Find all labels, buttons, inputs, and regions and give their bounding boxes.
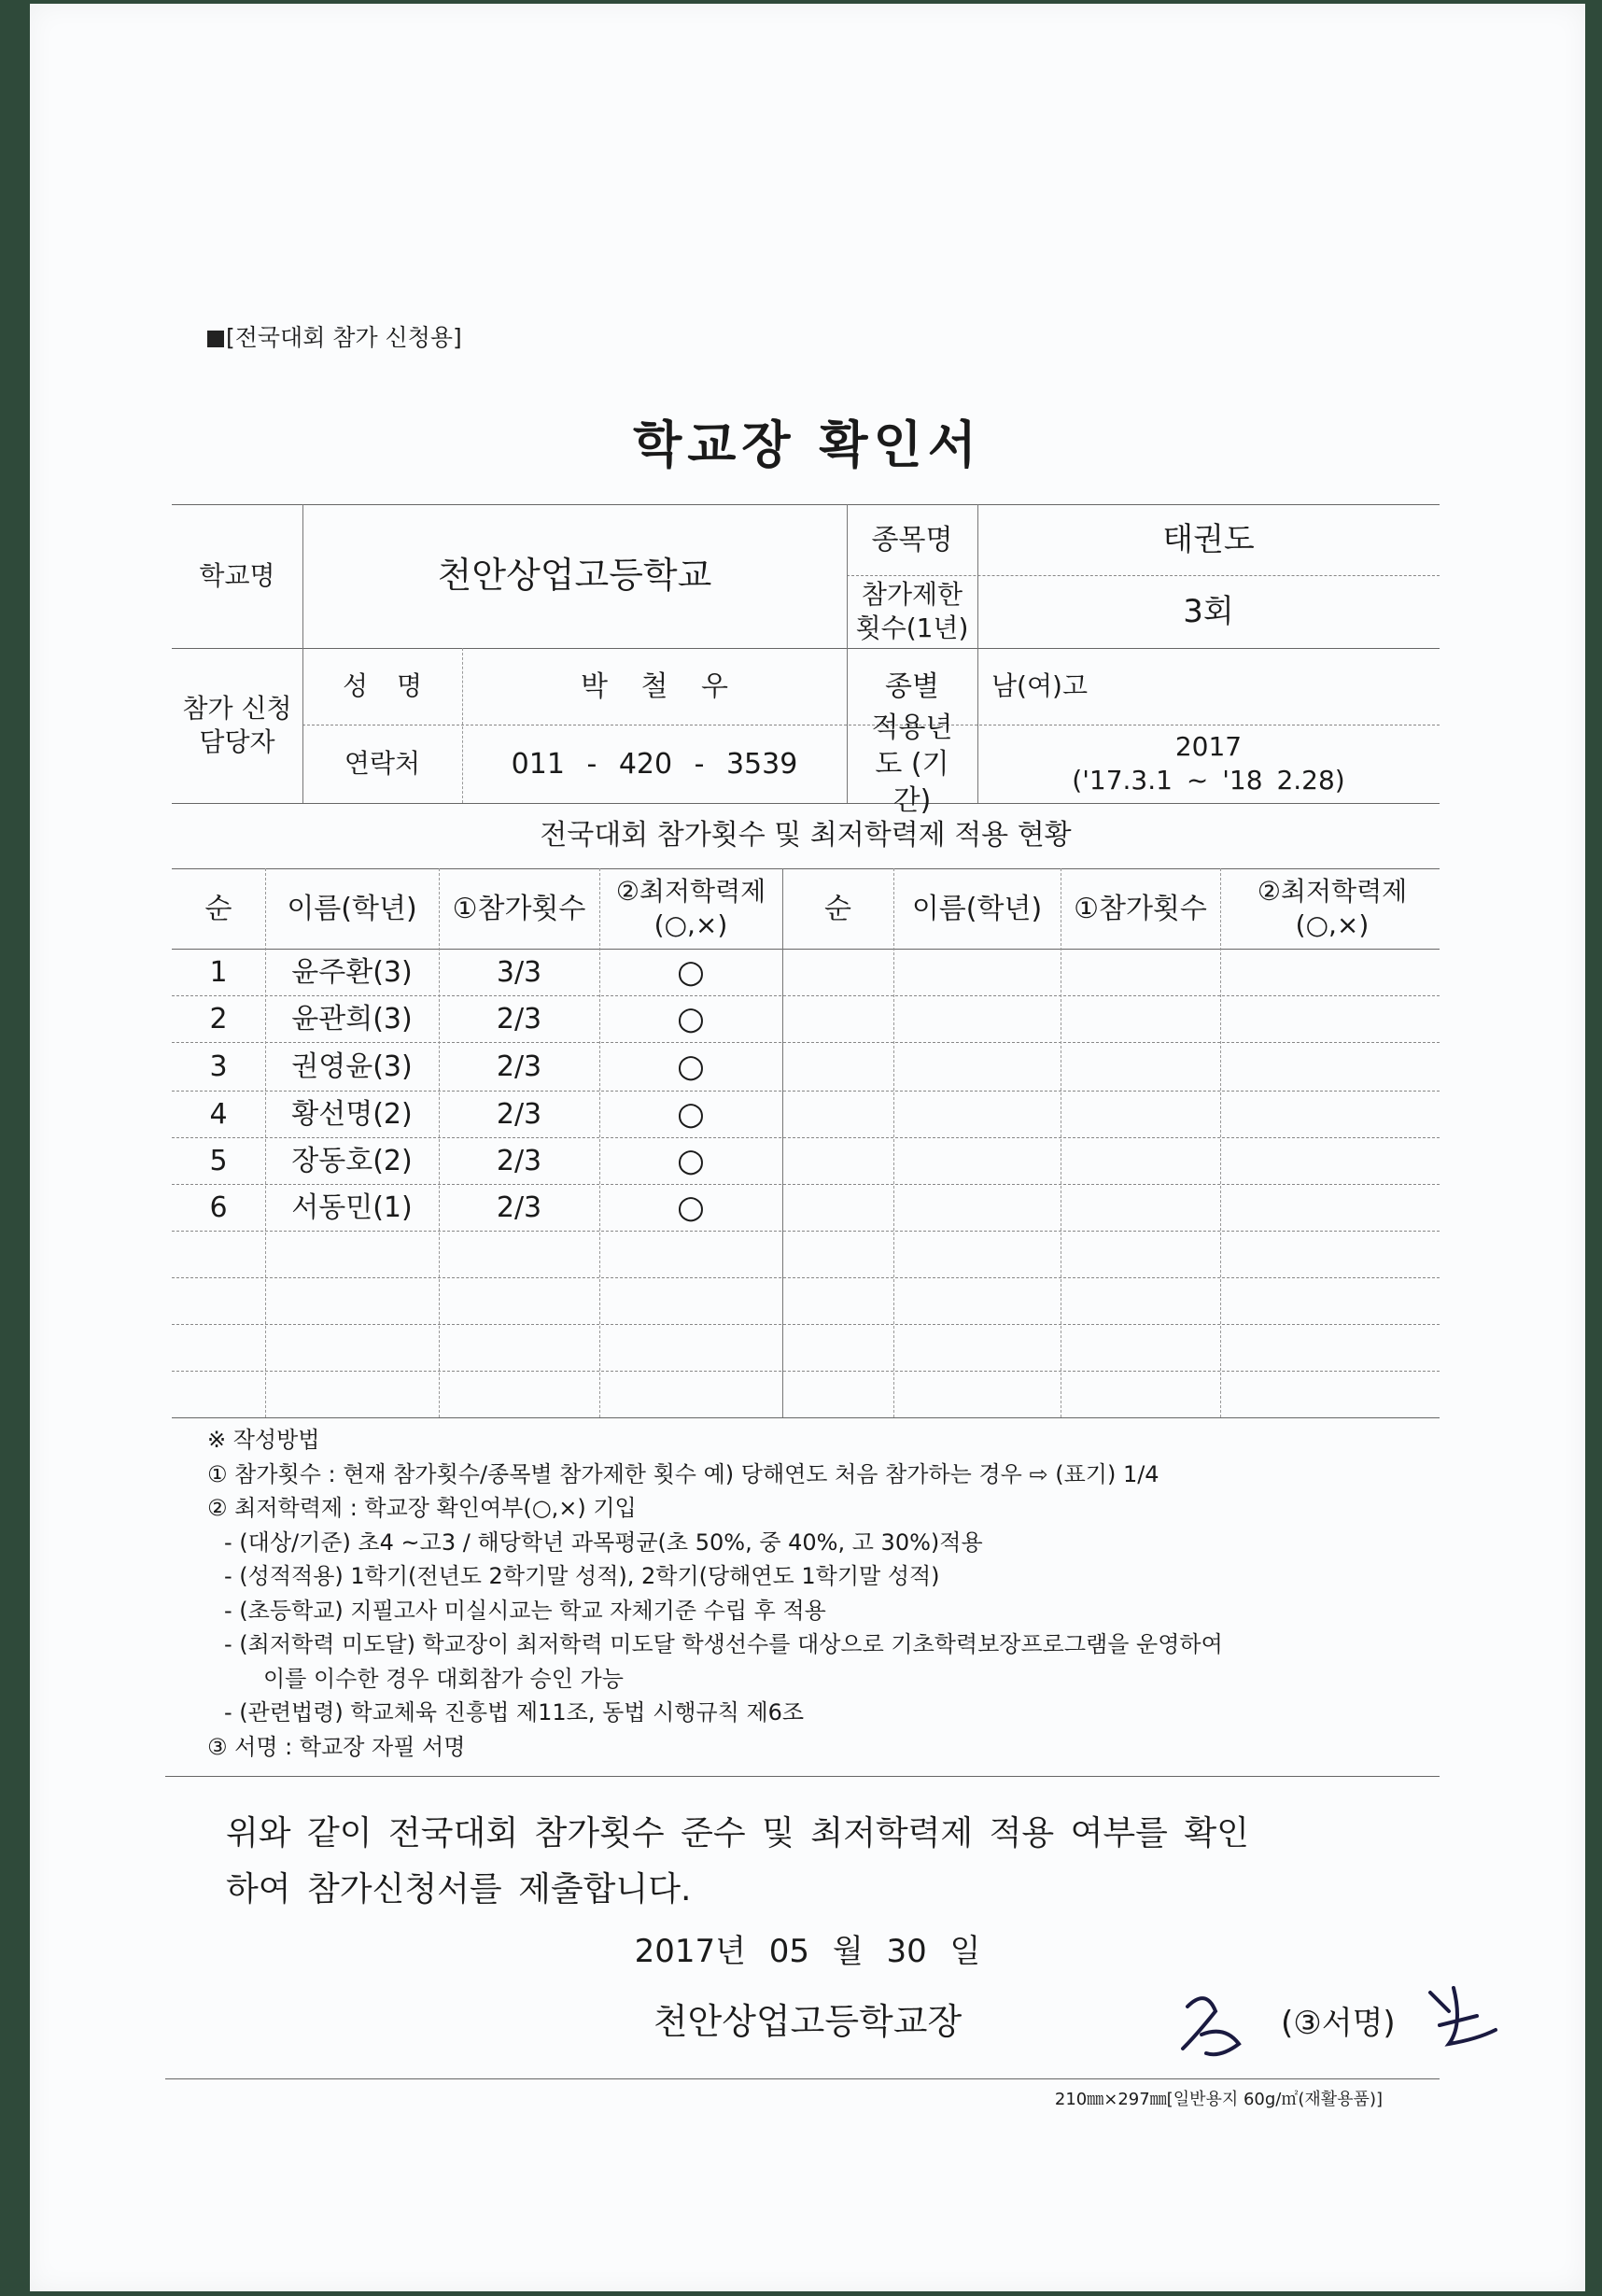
- note-item: ① 참가횟수 : 현재 참가횟수/종목별 참가제한 횟수 예) 당해연도 처음 참가하는 경우 ⇨ (표기) 1/4: [207, 1460, 1159, 1487]
- note-sub-item: - (관련법령) 학교체육 진흥법 제11조, 동법 시행규칙 제6조: [224, 1699, 805, 1726]
- instructions-heading: ※ 작성방법: [207, 1427, 320, 1453]
- row-count: 3/3: [496, 955, 542, 989]
- table-border: [172, 1231, 1440, 1232]
- row-count: 2/3: [496, 1049, 542, 1083]
- table-border: [893, 868, 894, 1417]
- form-type-tag: [전국대회 참가 신청용]: [207, 319, 462, 353]
- paper-spec: 210㎜×297㎜[일반용지 60g/㎡(재활용품)]: [1054, 2090, 1383, 2109]
- limit-value: 3회: [1183, 592, 1234, 630]
- row-count: 2/3: [496, 1097, 542, 1131]
- col-header-name-2: 이름(학년): [911, 892, 1043, 925]
- table-border: [172, 1371, 1440, 1372]
- year-value: 2017: [1174, 730, 1243, 762]
- row-name: 장동호(2): [291, 1144, 413, 1177]
- table-border: [172, 1324, 1440, 1325]
- col-header-count: ①참가횟수: [452, 892, 586, 925]
- signer-title: 천안상업고등학교장: [653, 2001, 963, 2042]
- row-name: 윤주환(3): [291, 955, 413, 989]
- row-name: 황선명(2): [291, 1097, 413, 1131]
- note-sub-item-continued: 이를 이수한 경우 대회참가 승인 가능: [263, 1665, 624, 1692]
- event-value: 태권도: [1162, 520, 1255, 558]
- year-value-cell: [977, 725, 1440, 803]
- note-sub-item: - (최저학력 미도달) 학교장이 최저학력 미도달 학생선수를 대상으로 기초학력보장프로그램을 운영하여: [224, 1631, 1223, 1657]
- row-count: 2/3: [496, 1002, 542, 1035]
- note-sub-item: - (성적적용) 1학기(전년도 2학기말 성적), 2학기(당해연도 1학기말 성적): [224, 1563, 940, 1589]
- footer-divider: [165, 2078, 1440, 2079]
- year-period: ('17.3.1 ~ '18 2.28): [1072, 765, 1345, 796]
- submission-date: 2017년 05 월 30 일: [634, 1933, 981, 1970]
- table-border: [782, 868, 783, 1417]
- gender-value: 남(여)고: [991, 669, 1088, 701]
- col-header-count-2: ①참가횟수: [1074, 892, 1207, 925]
- document-title: 학교장 확인서: [633, 416, 982, 474]
- row-name: 서동민(1): [291, 1190, 413, 1224]
- section-divider: [165, 1776, 1440, 1777]
- table-border: [172, 803, 1440, 804]
- document-page: [30, 4, 1585, 2291]
- row-no: 4: [209, 1097, 228, 1131]
- row-no: 3: [209, 1049, 228, 1083]
- table-border: [172, 1417, 1440, 1418]
- note-item: ② 최저학력제 : 학교장 확인여부(○,×) 기입: [207, 1495, 637, 1521]
- row-no: 2: [209, 1002, 228, 1035]
- row-name: 권영윤(3): [291, 1049, 413, 1083]
- table-border: [1220, 868, 1221, 1417]
- row-min-academic: ○: [677, 999, 705, 1037]
- contact-value: 011 - 420 - 3539: [511, 747, 798, 781]
- school-label: 학교명: [199, 559, 275, 591]
- row-no: 6: [209, 1190, 228, 1224]
- col-header-no-2: 순: [824, 892, 851, 925]
- note-sub-item: - (대상/기준) 초4 ~고3 / 해당학년 과목평균(초 50%, 중 40%, 고 30%)적용: [224, 1528, 983, 1556]
- row-count: 2/3: [496, 1190, 542, 1224]
- col-header-min-academic-2: ②최저학력제 (○,×): [1257, 875, 1408, 940]
- limit-label: 참가제한 횟수(1년): [855, 578, 969, 643]
- name-label: 성 명: [343, 669, 422, 701]
- name-value: 박 철 우: [580, 669, 728, 703]
- row-name: 윤관희(3): [291, 1002, 413, 1035]
- contact-label: 연락처: [344, 747, 421, 779]
- confirmation-statement: [226, 1806, 1249, 1918]
- section-title: 전국대회 참가횟수 및 최저학력제 적용 현황: [540, 818, 1072, 852]
- manager-label: 참가 신청 담당자: [182, 692, 292, 757]
- row-min-academic: ○: [677, 1188, 705, 1226]
- square-bullet-icon: [207, 331, 224, 347]
- school-value: 천안상업고등학교: [437, 555, 712, 597]
- row-min-academic: ○: [677, 1141, 705, 1179]
- row-count: 2/3: [496, 1144, 542, 1177]
- event-label: 종목명: [871, 523, 953, 556]
- note-sub-item: - (초등학교) 지필고사 미실시교는 학교 자체기준 수립 후 적용: [224, 1597, 826, 1624]
- table-border: [172, 1277, 1440, 1278]
- confirmation-line: 하여 참가신청서를 제출합니다.: [226, 1870, 692, 1909]
- note-item: ③ 서명 : 학교장 자필 서명: [207, 1733, 466, 1760]
- row-no: 5: [209, 1144, 228, 1177]
- col-header-min-academic: ②최저학력제 (○,×): [615, 875, 766, 940]
- row-min-academic: ○: [677, 1094, 705, 1133]
- year-label: 적용년도 (기간): [871, 711, 953, 817]
- confirmation-line: 위와 같이 전국대회 참가횟수 준수 및 최저학력제 적용 여부를 확인: [226, 1814, 1249, 1852]
- row-no: 1: [209, 955, 228, 989]
- col-header-no: 순: [204, 892, 232, 925]
- row-min-academic: ○: [677, 1047, 705, 1085]
- col-header-name: 이름(학년): [287, 892, 417, 925]
- row-min-academic: ○: [677, 952, 705, 991]
- signature-seal-label: (③서명): [1281, 2005, 1396, 2042]
- gender-label: 종별: [885, 669, 939, 703]
- instructions: [207, 1423, 1223, 1764]
